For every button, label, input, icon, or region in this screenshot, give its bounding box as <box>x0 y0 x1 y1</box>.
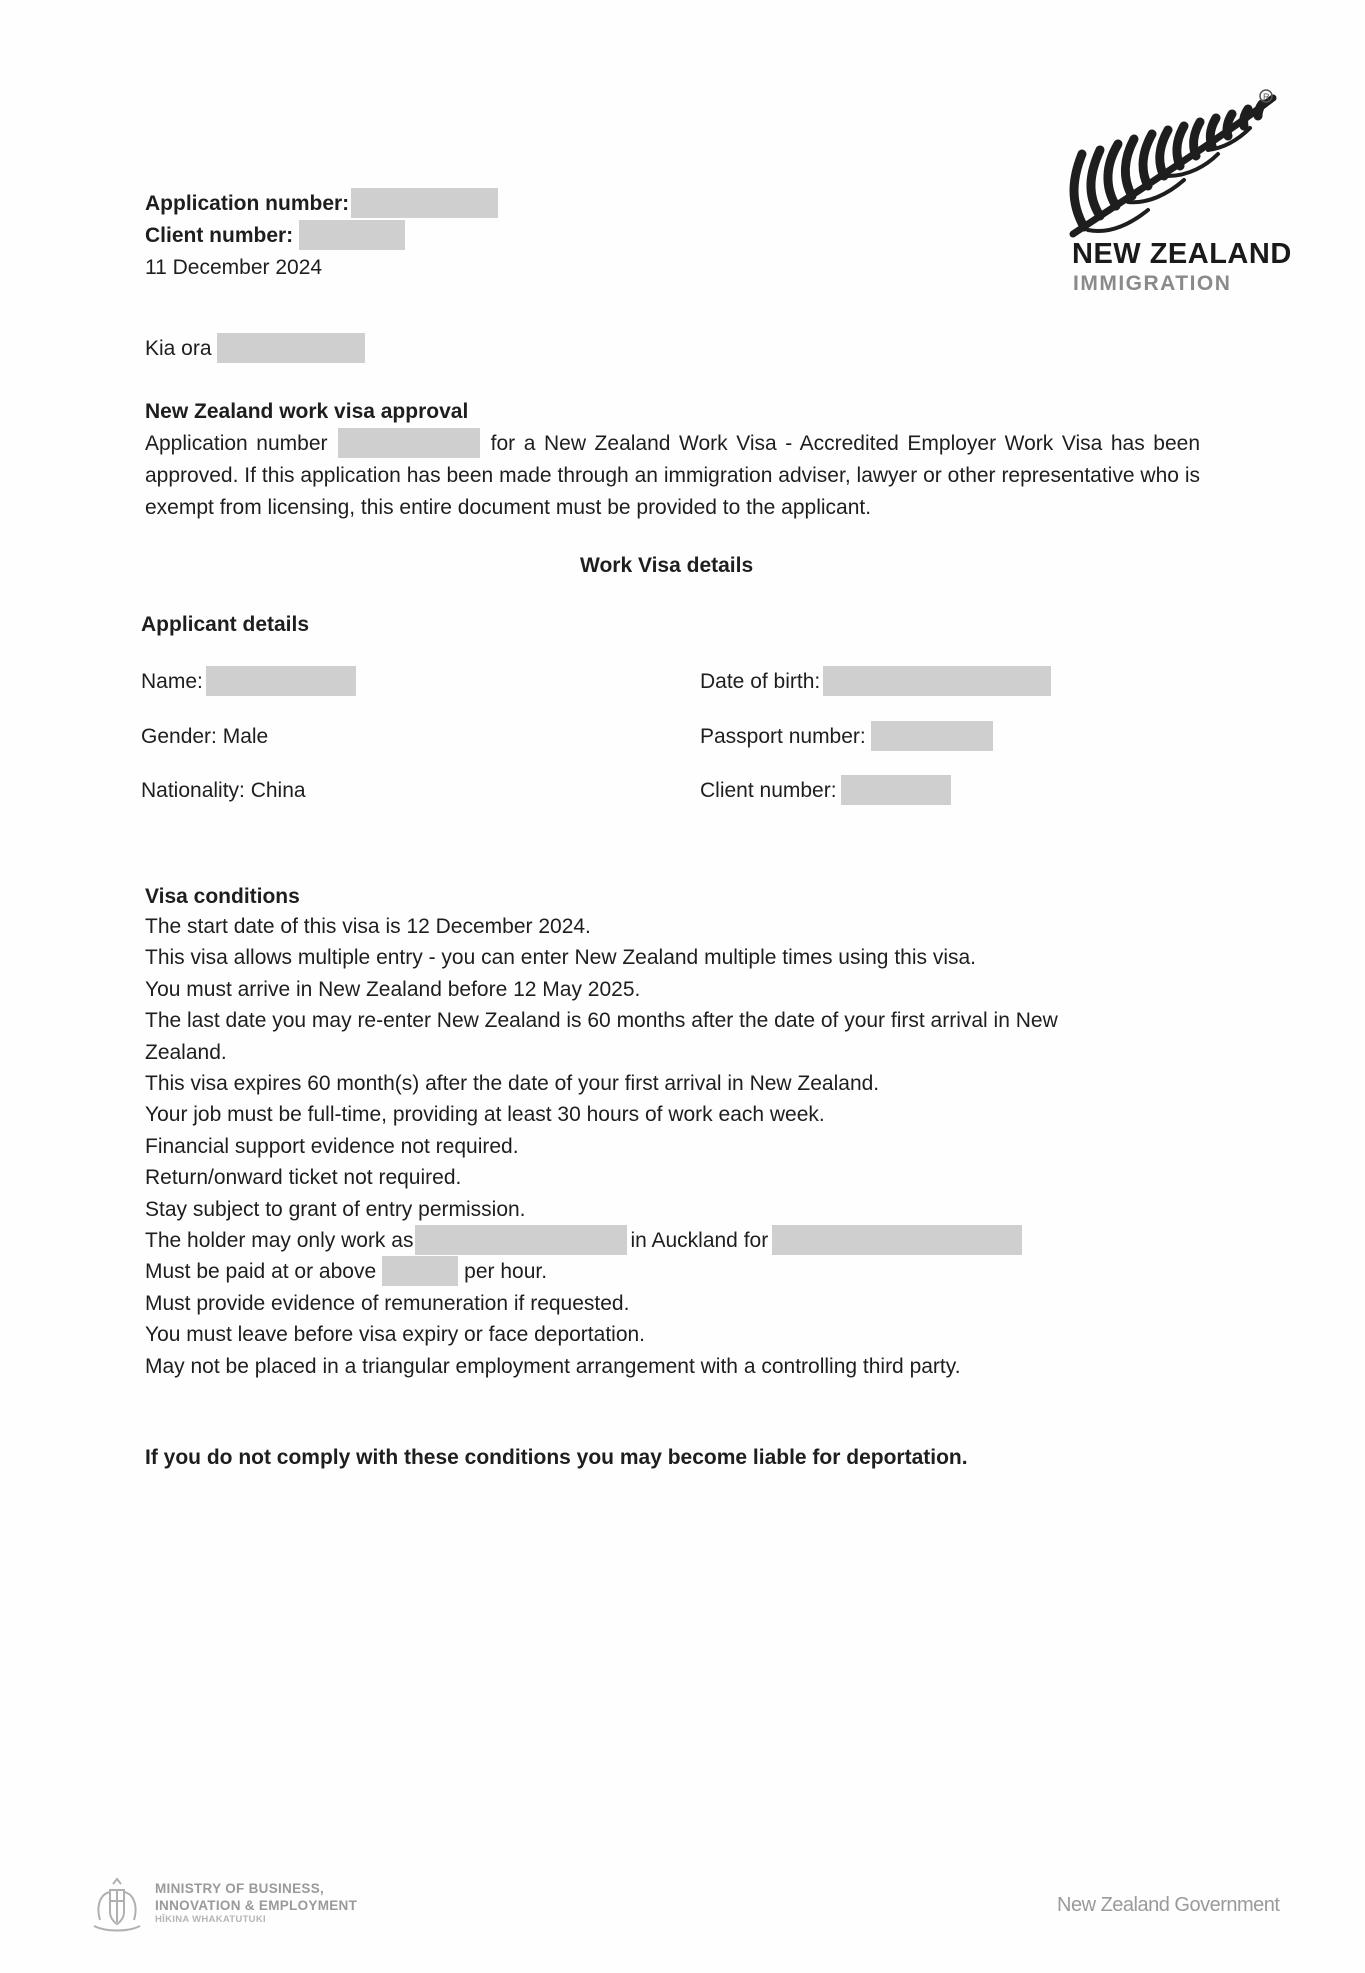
condition-work-item <box>145 1225 1245 1256</box>
svg-text:R: R <box>1263 92 1270 102</box>
redacted-job-title <box>415 1225 627 1255</box>
condition-item: Zealand. <box>145 1040 227 1064</box>
redacted-client-number-2 <box>841 775 951 805</box>
gender: Gender: Male <box>141 725 269 748</box>
greeting-row <box>145 333 365 364</box>
deportation-warning: If you do not comply with these conditions you may become liable for deportation. <box>145 1446 968 1469</box>
condition-item: You must leave before visa expiry or face deportation. <box>145 1323 646 1347</box>
name-row <box>141 666 356 697</box>
condition-pay-item <box>145 1256 1245 1287</box>
approval-paragraph <box>145 428 1200 524</box>
coat-of-arms-icon <box>86 1876 148 1934</box>
nz-government-logo: New Zealand Government <box>1057 1894 1280 1916</box>
client-number-label: Client number: <box>145 224 294 247</box>
logo-title: NEW ZEALAND <box>1072 238 1292 270</box>
work-prefix: The holder may only work as <box>145 1229 414 1253</box>
redacted-client-number <box>299 220 405 250</box>
greeting: Kia ora <box>145 337 212 360</box>
condition-item: Financial support evidence not required. <box>145 1134 519 1158</box>
redacted-passport <box>871 721 993 751</box>
mbie-line2: INNOVATION & EMPLOYMENT <box>155 1898 358 1913</box>
condition-item: This visa allows multiple entry - you can enter New Zealand multiple times using this visa. <box>145 946 977 970</box>
name-label: Name: <box>141 670 203 693</box>
approval-heading: New Zealand work visa approval <box>145 400 469 423</box>
client-label: Client number: <box>700 779 837 802</box>
condition-item: The last date you may re-enter New Zealand is 60 months after the date of your first arrival in New <box>145 1009 1058 1033</box>
condition-item: May not be placed in a triangular employment arrangement with a controlling third party. <box>145 1354 961 1378</box>
condition-item: This visa expires 60 month(s) after the date of your first arrival in New Zealand. <box>145 1072 880 1096</box>
redacted-application-number <box>351 188 498 218</box>
condition-item: Must provide evidence of remuneration if requested. <box>145 1291 630 1315</box>
redacted-employer <box>772 1225 1022 1255</box>
approval-lead: Application number <box>145 432 328 455</box>
redacted-application-number-2 <box>338 428 480 458</box>
redacted-dob <box>823 666 1051 696</box>
logo-subtitle: IMMIGRATION <box>1073 272 1232 295</box>
condition-item: Stay subject to grant of entry permission. <box>145 1197 526 1221</box>
condition-item: You must arrive in New Zealand before 12 May 2025. <box>145 977 641 1001</box>
mbie-line1: MINISTRY OF BUSINESS, <box>155 1881 325 1896</box>
condition-item: Return/onward ticket not required. <box>145 1166 462 1190</box>
redacted-pay-rate <box>382 1256 458 1286</box>
passport-row <box>700 721 993 752</box>
approval-text: for a New Zealand Work Visa - Accredited Employer Work Visa has been approved. If this application has been made through an immigration adviser, lawyer or other representative who is exempt from licensing, this entire document must be provided to the applicant. <box>145 432 1201 519</box>
pay-prefix: Must be paid at or above <box>145 1260 377 1284</box>
redacted-applicant-name <box>206 666 356 696</box>
condition-item: The start date of this visa is 12 December 2024. <box>145 915 591 938</box>
pay-suffix: per hour. <box>464 1260 548 1284</box>
application-number-label: Application number: <box>145 192 350 215</box>
details-title: Work Visa details <box>580 554 754 577</box>
work-mid: in Auckland for <box>630 1229 769 1253</box>
applicant-heading: Applicant details <box>141 613 310 636</box>
application-number-row <box>145 188 498 219</box>
letter-date: 11 December 2024 <box>145 256 323 279</box>
conditions-heading: Visa conditions <box>145 885 300 908</box>
conditions-list <box>145 911 1245 1382</box>
dob-label: Date of birth: <box>700 670 821 693</box>
client-row <box>700 775 951 806</box>
nationality: Nationality: China <box>141 779 306 802</box>
condition-item: Your job must be full-time, providing at least 30 hours of work each week. <box>145 1103 825 1127</box>
passport-label: Passport number: <box>700 725 866 748</box>
mbie-line3: HĪKINA WHAKATUTUKI <box>155 1914 266 1925</box>
client-number-row <box>145 220 405 251</box>
dob-row <box>700 666 1051 697</box>
mbie-logo-text <box>155 1880 357 1926</box>
redacted-name <box>217 333 365 363</box>
